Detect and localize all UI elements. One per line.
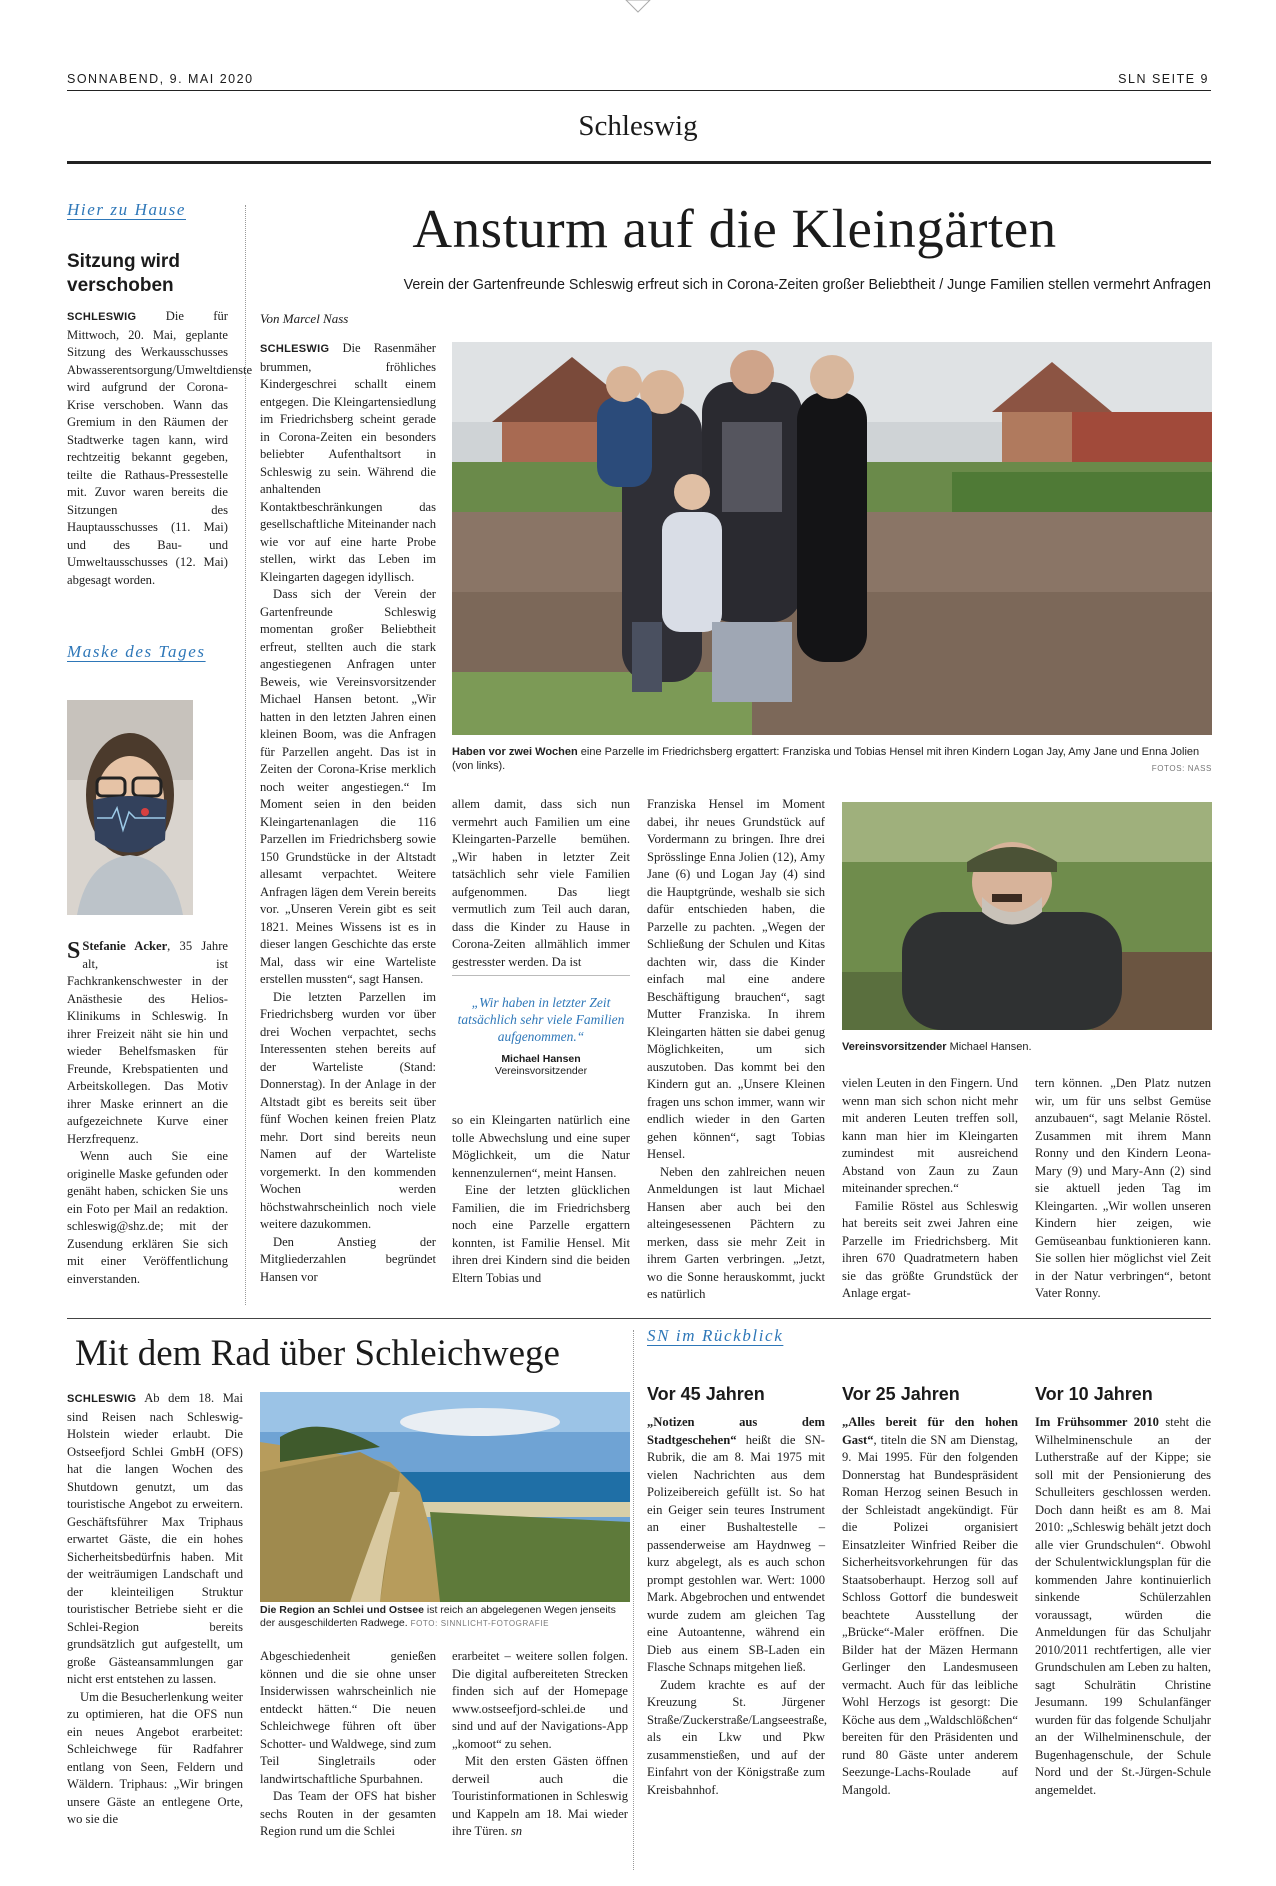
sidebar-article: [67, 308, 253, 589]
caption-text: ist reich an abgelegenen Wegen jenseits der ausgeschilderten Radwege.: [260, 1604, 616, 1629]
article-text: so ein Kleingarten natürlich eine tolle Abwechslung und eine super Möglichkeit, um die Natur kennenzulernen“, meint Hansen.: [452, 1113, 630, 1180]
photo-credit: FOTO: SINNLICHT-FOTOGRAFIE: [410, 1619, 550, 1628]
dateline: SCHLESWIG: [260, 343, 330, 355]
portrait-photo: [842, 802, 1212, 1030]
chevron-down-icon: [624, 0, 652, 14]
header-rule-thick: [67, 161, 1211, 164]
article-text: Den Anstieg der Mitgliederzahlen begründet Hansen vor: [260, 1234, 436, 1284]
article-text: Zudem krachte es auf der Kreuzung St. Jürgener Straße/Zuckerstraße/Langseestraße, als ein Lkw und Pkw zusammenstießen, und auf der Einfahrt von der Königstraße zum Kreisbahnhof.: [647, 1677, 828, 1797]
article-text: Um die Besucherlenkung weiter zu optimieren, hat die OFS nun ein neues Angebot erarbeitet: Schleichwege für Radfahrer entlang von Seen, Feldern und Wäldern. Triphaus: „Wir bringen unsere Gäste an entlegene Orte, wo sie die: [67, 1689, 243, 1826]
pull-quote-name: Michael Hansen: [501, 1053, 581, 1065]
article-text: , 35 Jahre alt, ist Fachkrankenschwester in der Anästhesie des Helios-Klinikums in Schleswig. In ihrer Freizeit näht sie hin und wieder Behelfsmasken für Freunde, Krebspatienten und Arbeitskollegen. Das Motiv ihrer Maske erinnert an die aufgezeichnete Kurve einer Herzfrequenz.: [67, 939, 228, 1146]
rad-headline: Mit dem Rad über Schleichwege: [75, 1333, 560, 1374]
pull-quote-role: Vereinsvorsitzender: [494, 1065, 588, 1077]
article-text: allem damit, dass sich nun vermehrt auch Familien um eine Kleingarten-Parzelle bemühen. „Wir haben in letzter Zeit tatsächlich sehr viele Familien aufgenommen. Das liegt vermutlich zum Teil auch daran, dass die Kinder zu Hause in Corona-Zeiten allmählich immer gestresster werden. Da ist: [452, 797, 630, 969]
rueckblick-column-45: [647, 1414, 828, 1799]
sidebar-kicker: Hier zu Hause: [67, 200, 187, 219]
article-text: steht die Wilhelminenschule an der Lutherstraße auf der Kippe; sie soll mit der Pensionierung des Schulleiters geschlossen werden. Doch dann heißt es am 8. Mai 2010: „Schleswig behält jetzt doch alle vier Grundschulen“. Obwohl der Schulentwicklungsplan für die kommenden Jahre kontinuierlich sinkende Schülerzahlen voraussagt, würden die Anmeldungen für das Schuljahr 2010/2011 rechtfertigen, alle vier Grundschulen am Leben zu halten, sagt Schulrätin Christine Jesumann. 199 Schulanfänger wurden für das folgende Schuljahr an der Wilhelminenschule, der Bugenhagenschule, der Schule Nord und der St.-Jürgen-Schule angemeldet.: [1035, 1415, 1211, 1797]
article-text: heißt die SN-Rubrik, die am 8. Mai 1975 mit vielen Nachrichten aus dem Polizeibereich gefüllt ist. So hat ein Geiger sein teures Instrument an einer Bushaltestelle – passenderweise am Haydnweg – kurz abgelegt, als es auch schon prompt gestohlen war. Wert: 1000 Mark. Abgebrochen und entwendet wurde zudem am gleichen Tag eine Autoantenne, während ein Dieb aus einem SB-Laden ein Flasche Schnaps mitgehen ließ.: [647, 1432, 825, 1674]
rad-column-1: [67, 1390, 243, 1829]
article-text: Familie Röstel aus Schleswig hat bereits seit zwei Jahren eine Parzelle im Friedrichsberg. Mit ihren 670 Quadratmetern haben sie das größte Grundstück der Anlage ergat-: [842, 1198, 1018, 1300]
main-column-2-cont: [452, 1112, 630, 1287]
main-column-3: [647, 796, 825, 1304]
article-text: Dass sich der Verein der Gartenfreunde Schleswig momentan großer Beliebtheit erfreut, stellten auch die stark angestiegenen Anfragen unter Beweis, wie Vereinsvorsitzender Michael Hansen betont. „Wir hatten in den letzten Jahren einen kleinen Boom, was die Anfragen für Parzellen angeht. Das ist in Zeiten der Corona-Krise merklich noch weiter angestiegen.“ Im Moment seien in den beiden Kleingartenanlagen die 116 Parzellen im Friedrichsberg sowie 150 Grundstücke in der Altstadt allesamt verpachtet. Weitere Anfragen lägen dem Verein bereits vor. „Unseren Verein gibt es seit 1821. Meines Wissens ist es in dieser langen Geschichte das erste Mal, dass wir eine Warteliste erstellen mussten“, sagt Hansen.: [260, 587, 436, 986]
main-column-5: [1035, 1075, 1211, 1303]
photo-credit: FOTOS: NASS: [1151, 764, 1212, 773]
section-title: Schleswig: [578, 110, 698, 142]
article-text: Die für Mittwoch, 20. Mai, geplante Sitzung des Werkausschusses Abwasserentsorgung/Umweltdienste wird aufgrund der Corona-Krise verschoben. Wann das Gremium in den Räumen der Stadtwerke tagen kann, wird rechtzeitig bekannt gegeben, teilte die Rathaus-Pressestelle mit. Zuvor waren bereits die Sitzungen des Hauptausschusses (11. Mai) und des Bau- und Umweltausschusses (12. Mai) abgesagt worden.: [67, 309, 253, 587]
pull-quote: [452, 975, 630, 1077]
coast-photo: [260, 1392, 630, 1602]
rueckblick-column-25: [842, 1414, 1018, 1799]
mask-photo: [67, 700, 193, 915]
rad-column-2: [260, 1648, 436, 1841]
article-text: Mit den ersten Gästen öffnen derweil auch die Touristinformationen in Schleswig und Kappeln am 18. Mai wieder ihre Türen.: [452, 1754, 628, 1838]
article-text: erarbeitet – weitere sollen folgen. Die digital aufbereiteten Strecken finden sich auf der Homepage www.ostseefjord-schlei.de und sind und auf der Navigations-App „komoot“ zu sehen.: [452, 1649, 628, 1751]
bottom-section-rule: [67, 1318, 1211, 1319]
caption-text: Michael Hansen.: [946, 1041, 1032, 1053]
author-signature: sn: [510, 1824, 523, 1838]
issue-date: SONNABEND, 9. MAI 2020: [67, 72, 254, 86]
rueckblick-heading-10: Vor 10 Jahren: [1035, 1384, 1153, 1404]
coast-photo-caption: [260, 1604, 632, 1630]
article-text: Ab dem 18. Mai sind Reisen nach Schleswig-Holstein wieder erlaubt. Die Ostseefjord Schlei GmbH (OFS) hat die langen Wochen des Shutdown genutzt, um das touristische Angebot zu erweitern. Geschäftsführer Max Triphaus erwartet Gäste, die ein hohes Sicherheitsbedürfnis haben. Mit der weiträumigen Landschaft und der kleinteiligen Struktur touristischer Betriebe sieht er die Schlei-Region bereits grundsätzlich gut aufgestellt, um große Gästeansammlungen gar nicht erst entstehen zu lassen.: [67, 1391, 243, 1686]
caption-lead: Vereinsvorsitzender: [842, 1041, 947, 1053]
main-column-4: [842, 1075, 1018, 1303]
item-lead: Im Frühsommer 2010: [1035, 1415, 1159, 1429]
pull-quote-text: „Wir haben in letzter Zeit tatsächlich sehr viele Familien aufgenommen.“: [457, 995, 625, 1044]
item-lead: „Notizen aus dem Stadtgeschehen“: [647, 1415, 825, 1447]
article-text: , titeln die SN am Dienstag, 9. Mai 1995. Für den folgenden Donnerstag hat Bundespräsident Roman Herzog seinen Besuch in der Schleistadt angekündigt. Für die Polizei organisiert Einsatzleiter Winfried Reiber die Sicherheitsvorkehrungen für das Staatsoberhaupt. Herzog soll auf Schloss Gottorf die bundesweit beachtete Ausstellung der „Brücke“-Maler eröffnen. Die Bilder hat der Mäzen Hermann Gerlinger den Landesmuseen vermacht. Auch für das leibliche Wohl Herzogs ist gesorgt: Die Köche aus dem „Waldschlößchen“ bereiten für den Präsidenten und rund 80 Gäste unter anderem Seezunge-Lachs-Roulade auf Mangold.: [842, 1432, 1018, 1797]
rad-column-3: [452, 1648, 628, 1841]
family-photo-caption: [452, 745, 1212, 773]
article-text: Das Team der OFS hat bisher sechs Routen in der gesamten Region rund um die Schlei: [260, 1789, 436, 1838]
article-text: Franziska Hensel im Moment dabei, ihr neues Grundstück auf Vordermann zu bringen. Ihre drei Sprösslinge Enna Jolien (12), Amy Jane (6) und Logan Jay (4) sind die Hauptgründe, weshalb sie sich dafür entschieden haben, die Parzelle zu pachten. „Wegen der Schließung der Schulen und Kitas dachten wir, dass die Kinder einfach mal eine andere Beschäftigung brauchen“, sagt Mutter Franziska. In ihrem Kleingarten hätten sie dabei genug Möglichkeiten, um sich auszutoben. Das kommt bei den Kindern gut an. „Unsere Kleinen fragen uns schon immer, wann wir endlich wieder in den Garten gehen können“, sagt Tobias Hensel.: [647, 797, 825, 1161]
dateline: SCHLESWIG: [67, 311, 137, 323]
mask-kicker: Maske des Tages: [67, 642, 206, 661]
article-text: Die Rasenmäher brummen, fröhliches Kindergeschrei schallt einem entgegen. Die Kleingartensiedlung im Friedrichsberg scheint gerade in Corona-Zeiten ein besonders beliebter Aufenthaltsort in Schleswig zu sein. Während die anhaltenden Kontaktbeschränkungen das gesellschaftliche Miteinander nach wie vor auf eine harte Probe stellen, wirkt das Leben im Kleingarten dagegen idyllisch.: [260, 341, 436, 584]
mask-person-name: Stefanie Acker: [82, 939, 168, 953]
article-text: Abgeschiedenheit genießen können und die sie ohne unser Insiderwissen wahrscheinlich nie entdeckt hätten.“ Die neuen Schleichwege führen oft über Schotter- und Waldwege, sind zum Teil Singletrails oder landwirtschaftliche Spurbahnen.: [260, 1649, 436, 1786]
caption-lead: Die Region an Schlei und Ostsee: [260, 1604, 424, 1616]
header-rule-thin: [67, 90, 1211, 91]
main-subhead: Verein der Gartenfreunde Schleswig erfreut sich in Corona-Zeiten großer Beliebtheit / Junge Familien stellen vermehrt Anfragen: [403, 277, 1211, 293]
article-text: Wenn auch Sie eine originelle Maske gefunden oder genäht haben, schicken Sie uns ein Foto per Mail an redaktion. schleswig@shz.de; mit der Zusendung erklären Sie sich mit einer Veröffentlichung einverstanden.: [67, 1149, 228, 1286]
article-text: Die letzten Parzellen im Friedrichsberg wurden vor über drei Wochen verpachtet, sechs Interessenten stehen bereits auf der Warteliste (Stand: Donnerstag). In der Anlage in der Altstadt gibt es bereits seit über fünf Wochen keinen freien Platz mehr. Dort sind bereits neun Namen auf der Warteliste vorgemerkt. In den kommenden Wochen werden höchstwahrscheinlich noch viele weitere dazukommen.: [260, 989, 436, 1231]
main-column-2: [452, 796, 630, 971]
mask-article: S Stefanie Acker, 35 Jahre alt, ist Fachkrankenschwester in der Anästhesie des Helios-Klinikums in Schleswig. In ihrer Freizeit näht sie hin und wieder Behelfsmasken für Freunde, Krebspatienten und Arbeitskollegen. Das Motiv ihrer Maske erinnert an die aufgezeichnete Kurve einer Herzfrequenz. Wenn auch Sie eine originelle Maske gefunden oder genäht haben, schicken Sie uns ein Foto per Mail an redaktion. schleswig@shz.de; mit der Zusendung erklären Sie sich mit einer Veröffentlichung einverstanden.: [67, 938, 228, 1288]
caption-lead: Haben vor zwei Wochen: [452, 746, 578, 758]
article-text: vielen Leuten in den Fingern. Und wenn man sich schon nicht mehr mit anderen Leuten treffen soll, kann man hier im Kleingarten zumindest mit ausreichend Abstand von Zaun zu Zaun miteinander sprechen.“: [842, 1076, 1018, 1195]
dateline: SCHLESWIG: [67, 1393, 137, 1405]
column-divider: [633, 1330, 634, 1870]
main-column-1: [260, 340, 436, 1286]
caption-text: eine Parzelle im Friedrichsberg ergattert: Franziska und Tobias Hensel mit ihren Kindern Logan Jay, Amy Jane und Enna Jolien (von links).: [452, 746, 1200, 772]
article-text: Eine der letzten glücklichen Familien, die im Friedrichsberg noch eine Parzelle ergattern konnten, ist Familie Hensel. Mit ihren drei Kindern sind die beiden Eltern Tobias und: [452, 1183, 630, 1285]
rueckblick-kicker: SN im Rückblick: [647, 1326, 784, 1345]
rueckblick-column-10: [1035, 1414, 1211, 1799]
page-number: SLN SEITE 9: [1118, 72, 1209, 86]
item-lead: „Alles bereit für den hohen Gast“: [842, 1415, 1018, 1447]
sidebar-headline: Sitzung wird verschoben: [67, 251, 180, 296]
rueckblick-heading-25: Vor 25 Jahren: [842, 1384, 960, 1404]
byline: Von Marcel Nass: [260, 311, 349, 326]
main-headline: Ansturm auf die Kleingärten: [412, 198, 1057, 259]
rueckblick-heading-45: Vor 45 Jahren: [647, 1384, 765, 1404]
portrait-caption: [842, 1040, 1212, 1054]
article-text: Neben den zahlreichen neuen Anmeldungen ist laut Michael Hansen aber auch bei den alteingesessenen Pächtern zu merken, dass sie mehr Zeit in ihrem Garten verbringen. „Jetzt, wo die Sonne herauskommt, juckt es natürlich: [647, 1164, 825, 1301]
article-text: tern können. „Den Platz nutzen wir, um für uns selbst Gemüse anzubauen“, sagt Melanie Röstel. Zusammen mit ihrem Mann Ronny und den Kindern Leona-Mary (9) und Mary-Ann (2) sind sie aktuell jeden Tag im Kleingarten. „Wir wollen unseren Kindern hier zeigen, wie Gemüseanbau funktionieren kann. Sie sollen hier möglichst viel Zeit in der Natur verbringen“, betont Vater Ronny.: [1035, 1076, 1211, 1300]
family-photo: [452, 342, 1212, 735]
